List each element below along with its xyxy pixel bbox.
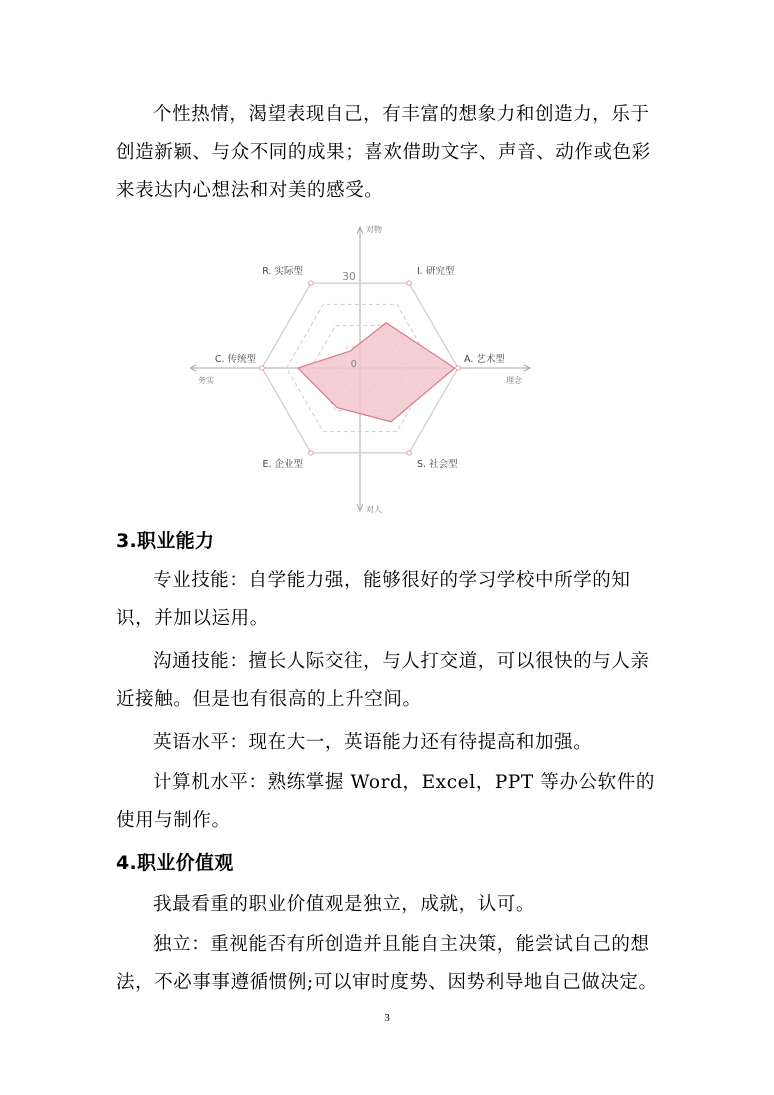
axis-label: E. 企业型 [262, 458, 303, 470]
intro-paragraph: 个性热情，渴望表现自己，有丰富的想象力和创造力，乐于创造新颖、与众不同的成果；喜欢借助文字、声音、动作或色彩来表达内心想法和对美的感受。 [116, 104, 651, 201]
data-area [298, 323, 455, 422]
vertex-marker [309, 451, 313, 455]
paragraph-values-summary: 我最看重的职业价值观是独立，成就，认可。 [153, 894, 536, 915]
vertex-marker [260, 366, 264, 370]
scale-label-max: 30 [342, 270, 356, 283]
axis-label: R. 实际型 [262, 266, 303, 278]
section-heading-career-values: 4.职业价值观 [116, 852, 234, 874]
vertex-marker [309, 281, 313, 285]
page-number: 3 [384, 1012, 390, 1024]
vertex-marker [407, 451, 411, 455]
vertex-marker [456, 366, 460, 370]
axis-label: I. 研究型 [417, 266, 455, 278]
paragraph-communication-skill: 沟通技能：擅长人际交往，与人打交道，可以很快的与人亲近接触。但是也有很高的上升空间。 [116, 651, 650, 710]
axis-label-right: 理念 [506, 376, 522, 385]
holland-radar-chart [190, 218, 540, 518]
paragraph-computer-level: 计算机水平：熟练掌握 Word，Excel，PPT 等办公软件的使用与制作。 [116, 772, 655, 831]
section-heading-career-ability: 3.职业能力 [116, 530, 215, 552]
axis-label-top: 对物 [366, 225, 382, 234]
axis-label: S. 社会型 [417, 458, 458, 470]
paragraph-english-level: 英语水平：现在大一，英语能力还有待提高和加强。 [153, 732, 593, 753]
vertex-marker [407, 281, 411, 285]
paragraph-independence: 独立：重视能否有所创造并且能自主决策，能尝试自己的想法，不必事事遵循惯例;可以审时度势、因势利导地自己做决定。 [116, 934, 658, 993]
axis-label-left: 务实 [198, 376, 214, 385]
axis-label: A. 艺术型 [464, 354, 505, 365]
paragraph-professional-skill: 专业技能：自学能力强，能够很好的学习学校中所学的知识，并加以运用。 [116, 570, 631, 629]
axis-label: C. 传统型 [214, 354, 256, 365]
axis-label-bottom: 对人 [366, 505, 382, 514]
scale-label-zero: 0 [350, 359, 357, 370]
